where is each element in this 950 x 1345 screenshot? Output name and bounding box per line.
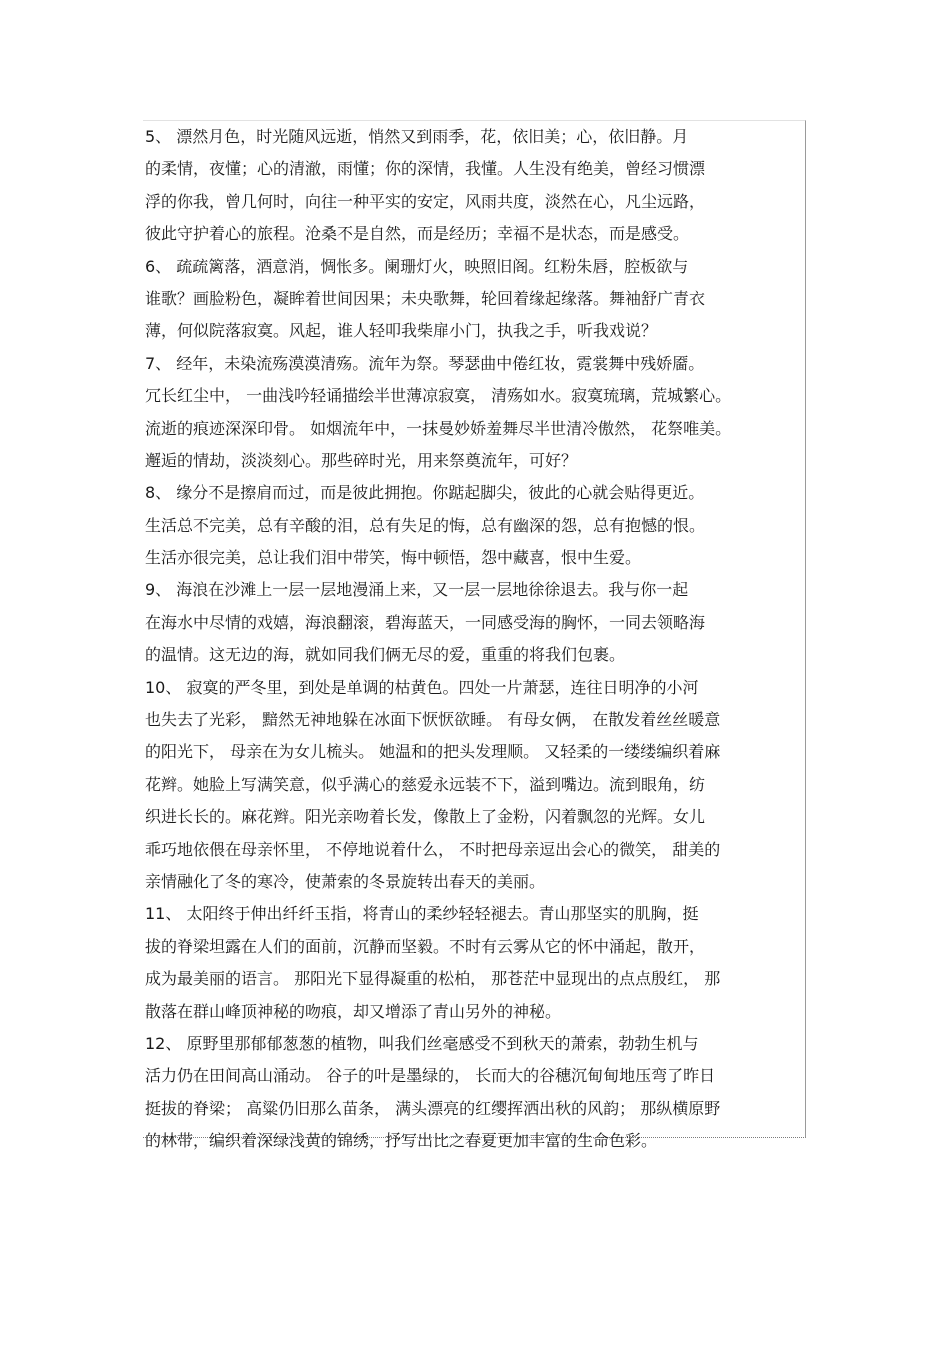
text-line: 生活总不完美，总有辛酸的泪，总有失足的悔，总有幽深的怨，总有抱憾的恨。 xyxy=(145,515,706,535)
text-line: 的阳光下， 母亲在为女儿梳头。 她温和的把头发理顺。 又轻柔的一缕缕编织着麻 xyxy=(145,742,721,762)
text-line: 的林带，编织着深绿浅黄的锦绣，抒写出比之春夏更加丰富的生命色彩。 xyxy=(145,1131,658,1151)
text-line: 散落在群山峰顶神秘的吻痕，却又增添了青山另外的神秘。 xyxy=(145,1001,562,1021)
text-line: 8、 缘分不是擦肩而过，而是彼此拥抱。你踮起脚尖，彼此的心就会贴得更近。 xyxy=(145,483,705,503)
text-line: 亲情融化了冬的寒冷，使萧索的冬景旋转出春天的美丽。 xyxy=(145,871,546,891)
text-line: 5、 漂然月色，时光随风远逝，悄然又到雨季，花，依旧美；心，依旧静。月 xyxy=(145,127,689,146)
text-line: 10、 寂寞的严冬里，到处是单调的枯黄色。四处一片萧瑟，连往日明净的小河 xyxy=(145,677,699,697)
text-line: 花辫。她脸上写满笑意，似乎满心的慈爱永远装不下，溢到嘴边。流到眼角，纺 xyxy=(145,774,706,794)
text-line: 在海水中尽情的戏嬉，海浪翻滚，碧海蓝天，一同感受海的胸怀，一同去领略海 xyxy=(145,612,706,632)
text-line: 7、 经年，未染流殇漠漠清殇。流年为祭。琴瑟曲中倦红妆，霓裳舞中残娇靥。 xyxy=(145,353,705,373)
text-line: 彼此守护着心的旅程。沧桑不是自然，而是经历；幸福不是状态，而是感受。 xyxy=(145,224,690,244)
text-line: 成为最美丽的语言。 那阳光下显得凝重的松柏， 那苍茫中显现出的点点殷红， 那 xyxy=(145,969,721,989)
text-block xyxy=(145,121,810,1158)
text-line: 的柔情，夜懂；心的清澈，雨懂；你的深情，我懂。人生没有绝美，曾经习惯漂 xyxy=(145,159,706,179)
text-line: 11、 太阳终于伸出纤纤玉指，将青山的柔纱轻轻褪去。青山那坚实的肌胸，挺 xyxy=(145,904,699,924)
text-line: 浮的你我，曾几何时，向往一种平实的安定，风雨共度，淡然在心，凡尘远路， xyxy=(145,191,706,211)
text-line: 薄，何似院落寂寞。风起，谁人轻叩我柴扉小门，执我之手，听我戏说？ xyxy=(145,321,658,341)
text-line: 谁歌？画脸粉色，凝眸着世间因果；未央歌舞，轮回着缘起缘落。舞袖舒广青衣 xyxy=(145,288,706,308)
text-line: 乖巧地依偎在母亲怀里， 不停地说着什么， 不时把母亲逗出会心的微笑， 甜美的 xyxy=(145,839,721,859)
text-line: 织进长长的。麻花辫。阳光亲吻着长发，像散上了金粉，闪着飘忽的光辉。女儿 xyxy=(145,807,706,827)
text-line: 也失去了光彩， 黯然无神地躲在冰面下恹恹欲睡。 有母女俩， 在散发着丝丝暖意 xyxy=(145,710,721,730)
text-line: 拔的脊梁坦露在人们的面前，沉静而坚毅。不时有云雾从它的怀中涌起，散开， xyxy=(145,936,706,956)
text-line: 6、 疏疏篱落，酒意消，惆怅多。阑珊灯火，映照旧阁。红粉朱唇，腔板欲与 xyxy=(145,256,689,276)
text-line: 流逝的痕迹深深印骨。 如烟流年中，一抹曼妙娇羞舞尽半世清冷傲然， 花祭唯美。 xyxy=(145,418,732,438)
text-line: 12、 原野里那郁郁葱葱的植物，叫我们丝毫感受不到秋天的萧索，勃勃生机与 xyxy=(145,1033,699,1053)
text-line: 挺拔的脊梁； 高粱仍旧那么苗条， 满头漂亮的红缨挥洒出秋的风韵； 那纵横原野 xyxy=(145,1098,721,1118)
text-line: 的温情。这无边的海，就如同我们俩无尽的爱，重重的将我们包裹。 xyxy=(145,645,626,665)
text-line: 生活亦很完美，总让我们泪中带笑，悔中顿悟，怨中藏喜，恨中生爱。 xyxy=(145,548,642,568)
text-line: 邂逅的情劫，淡淡刻心。那些碎时光，用来祭奠流年，可好？ xyxy=(145,450,578,470)
text-line: 9、 海浪在沙滩上一层一层地漫涌上来，又一层一层地徐徐退去。我与你一起 xyxy=(145,580,689,600)
text-line: 活力仍在田间高山涌动。 谷子的叶是墨绿的， 长而大的谷穗沉甸甸地压弯了昨日 xyxy=(145,1066,716,1086)
text-line: 冗长红尘中， 一曲浅吟轻诵描绘半世薄凉寂寞， 清殇如水。寂寞琉璃，荒城繁心。 xyxy=(145,386,732,406)
